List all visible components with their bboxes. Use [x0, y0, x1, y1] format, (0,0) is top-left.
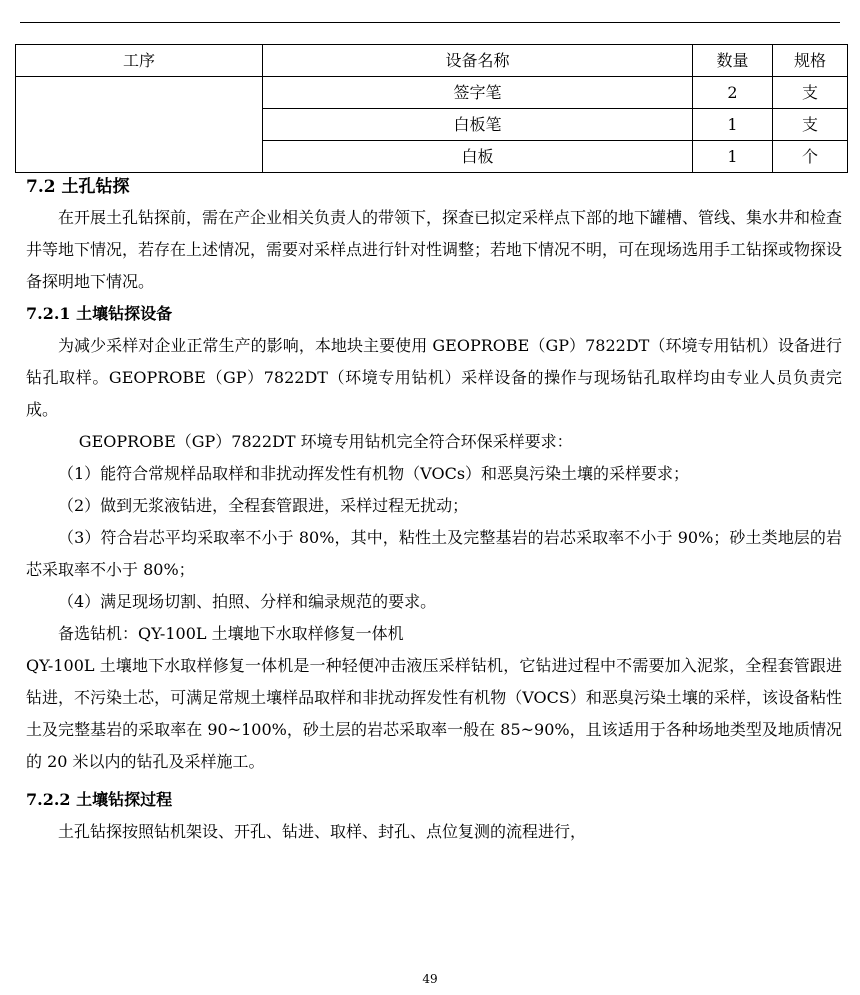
spec-cell: 支: [773, 109, 848, 141]
backup-rig-paragraph: QY-100L 土壤地下水取样修复一体机是一种轻便冲击液压采样钻机，它钻进过程中不需要加入泥浆，全程套管跟进钻进，不污染土芯，可满足常规土壤样品取样和非扰动挥发性有机物（VOCS）和恶臭污染土壤的采样，该设备粘性土及完整基岩的采取率在 90~100%，砂土层的岩芯采取率一般在 85~90%，且该适用于各种场地类型及地质情况的 20 米以内的钻孔及采样施工。: [26, 656, 842, 771]
header-rule: [20, 22, 840, 23]
process-cell: [16, 77, 263, 173]
table-row: [16, 77, 848, 109]
header-process: 工序: [16, 45, 263, 77]
spec-cell: 个: [773, 141, 848, 173]
page-body: [26, 172, 842, 848]
section-title: 7.2 土孔钻探: [26, 177, 130, 197]
equipment-name-cell: 白板笔: [263, 109, 693, 141]
table-header-row: [16, 45, 848, 77]
requirement-item: （2）做到无浆液钻进，全程套管跟进，采样过程无扰动；: [58, 496, 469, 515]
section-intro-paragraph: 在开展土孔钻探前，需在产企业相关负责人的带领下，探查已拟定采样点下部的地下罐槽、管线、集水井和检查井等地下情况，若存在上述情况，需要对采样点进行针对性调整；若地下情况不明，可在现场选用手工钻探或物探设备探明地下情况。: [26, 208, 843, 291]
requirement-item: （1）能符合常规样品取样和非扰动挥发性有机物（VOCs）和恶臭污染土壤的采样要求；: [58, 464, 690, 483]
equipment-name-cell: 签字笔: [263, 77, 693, 109]
header-spec: 规格: [773, 45, 848, 77]
header-equipment-name: 设备名称: [263, 45, 693, 77]
requirement-item: （3）符合岩芯平均采取率不小于 80%，其中，粘性土及完整基岩的岩芯采取率不小于 90%；砂土类地层的岩芯采取率不小于 80%；: [26, 528, 842, 579]
page-number: 49: [422, 972, 438, 986]
backup-rig-line: 备选钻机：QY-100L 土壤地下水取样修复一体机: [58, 624, 404, 643]
quantity-cell: 2: [693, 77, 773, 109]
process-paragraph: 土孔钻探按照钻机架设、开孔、钻进、取样、封孔、点位复测的流程进行，: [58, 822, 587, 841]
header-quantity: 数量: [693, 45, 773, 77]
requirements-intro: GEOPROBE（GP）7822DT 环境专用钻机完全符合环保采样要求：: [78, 432, 573, 451]
quantity-cell: 1: [693, 109, 773, 141]
equipment-table: [15, 44, 848, 173]
subsection-title-process: 7.2.2 土壤钻探过程: [26, 790, 173, 809]
spec-cell: 支: [773, 77, 848, 109]
equipment-paragraph: 为减少采样对企业正常生产的影响，本地块主要使用 GEOPROBE（GP）7822DT（环境专用钻机）设备进行钻孔取样。GEOPROBE（GP）7822DT（环境专用钻机）采样设备的操作与现场钻孔取样均由专业人员负责完成。: [26, 336, 842, 419]
equipment-name-cell: 白板: [263, 141, 693, 173]
requirement-item: （4）满足现场切割、拍照、分样和编录规范的要求。: [58, 592, 437, 611]
subsection-title-equipment: 7.2.1 土壤钻探设备: [26, 304, 173, 323]
quantity-cell: 1: [693, 141, 773, 173]
